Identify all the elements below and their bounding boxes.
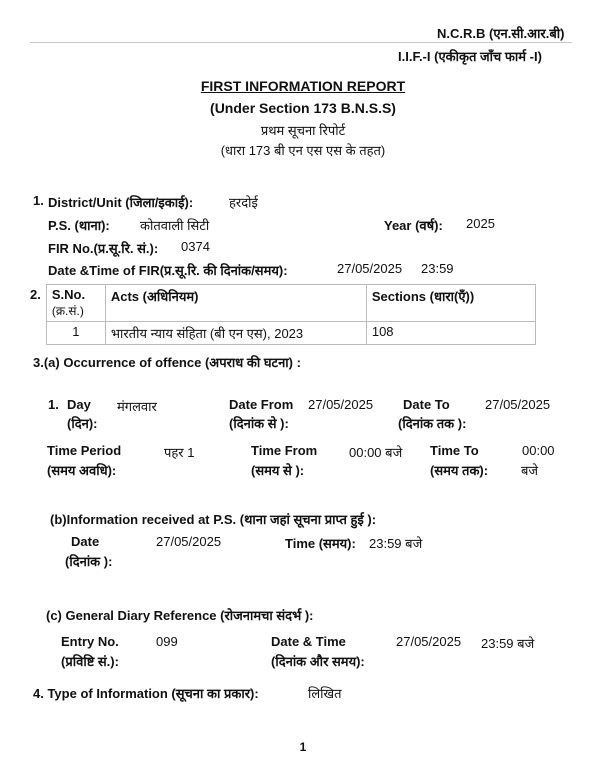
row-section: 108 (366, 322, 535, 345)
time-to-value: 00:00 (522, 443, 555, 458)
entry-no-value: 099 (156, 634, 178, 649)
date-from-value: 27/05/2025 (308, 397, 374, 412)
time-period-label: Time Period (47, 443, 122, 458)
time-period-value: पहर 1 (164, 445, 195, 460)
entry-no-label-hi: (प्रविष्टि सं.): (61, 654, 119, 669)
time-to-label-hi: (समय तक): (430, 463, 489, 478)
info-type-label: 4. Type of Information (सूचना का प्रकार): (33, 686, 259, 701)
report-subtitle: (Under Section 173 B.N.S.S) (210, 100, 396, 116)
section-2-number: 2. (30, 286, 41, 302)
ps-value: कोतवाली सिटी (140, 218, 210, 233)
time-period-label-hi: (समय अवधि): (47, 463, 117, 478)
time-to-label: Time To (430, 443, 479, 458)
gd-date-value: 27/05/2025 (396, 634, 462, 649)
date-from-label-hi: (दिनांक से ): (229, 416, 289, 431)
acts-table-header (30, 285, 535, 322)
row-act: भारतीय न्याय संहिता (बी एन एस), 2023 (105, 322, 366, 345)
ps-label: P.S. (थाना): (48, 218, 110, 233)
sno-header (46, 285, 105, 322)
gd-datetime-label: Date & Time (271, 634, 346, 649)
fir-time-value: 23:59 (421, 261, 454, 276)
sno-header-en: S.No. (51, 287, 86, 302)
report-title (0, 78, 606, 94)
info-received-heading: (b)Information received at P.S. (थाना जहां सूचना प्राप्त हुई ): (50, 512, 377, 527)
day-label: Day (67, 397, 91, 412)
day-value: मंगलवार (117, 399, 157, 414)
gd-reference-heading: (c) General Diary Reference (रोजनामचा संदर्भ ): (46, 608, 314, 623)
table-row (30, 322, 535, 345)
date-to-label: Date To (403, 397, 450, 412)
time-from-value: 00:00 बजे (349, 445, 403, 460)
page-number: 1 (299, 740, 307, 754)
district-label: District/Unit (जिला/इकाई): (48, 195, 194, 210)
day-number: 1. (48, 397, 59, 412)
fir-datetime-label: Date &Time of FIR(प्र.सू.रि. की दिनांक/समय): (48, 263, 288, 278)
year-label: Year (वर्ष): (384, 218, 443, 233)
sno-header-hi: (क्र.सं.) (51, 304, 84, 318)
row-sno: 1 (46, 322, 105, 345)
time-from-label-hi: (समय से ): (251, 463, 305, 478)
header-divider (30, 42, 572, 43)
report-title-text: FIRST INFORMATION REPORT (200, 78, 406, 94)
gd-time-value: 23:59 बजे (481, 636, 535, 651)
form-label: I.I.F.-I (एकीकृत जाँच फार्म -I) (398, 49, 542, 64)
section-1-number: 1. (33, 193, 44, 208)
fir-label: FIR No.(प्र.सू.रि. सं.): (48, 241, 159, 256)
info-type-value: लिखित (308, 686, 342, 701)
report-title-hindi: प्रथम सूचना रिपोर्ट (260, 123, 346, 138)
acts-table (30, 284, 536, 345)
occurrence-heading: 3.(a) Occurrence of offence (अपराध की घटना) : (33, 355, 301, 370)
gd-datetime-label-hi: (दिनांक और समय): (271, 654, 365, 669)
date-to-value: 27/05/2025 (485, 397, 551, 412)
acts-header: Acts (अधिनियम) (105, 285, 366, 322)
sections-header: Sections (धारा(एँ)) (366, 285, 535, 322)
date-from-label: Date From (229, 397, 294, 412)
district-value: हरदोई (229, 195, 258, 210)
info-time-value: 23:59 बजे (369, 536, 423, 551)
time-to-unit: बजे (521, 463, 539, 478)
time-from-label: Time From (251, 443, 318, 458)
day-label-hi: (दिन): (67, 416, 98, 431)
info-date-label: Date (71, 534, 100, 549)
date-to-label-hi: (दिनांक तक ): (398, 416, 467, 431)
fir-date-value: 27/05/2025 (337, 261, 403, 276)
info-date-value: 27/05/2025 (156, 534, 222, 549)
fir-value: 0374 (181, 239, 210, 254)
year-value: 2025 (466, 216, 495, 231)
entry-no-label: Entry No. (61, 634, 119, 649)
info-date-label-hi: (दिनांक ): (65, 554, 113, 569)
report-subtitle-hindi: (धारा 173 बी एन एस एस के तहत) (220, 143, 386, 158)
ncrb-label: N.C.R.B (एन.सी.आर.बी) (437, 26, 565, 41)
info-time-label: Time (समय): (285, 536, 356, 551)
